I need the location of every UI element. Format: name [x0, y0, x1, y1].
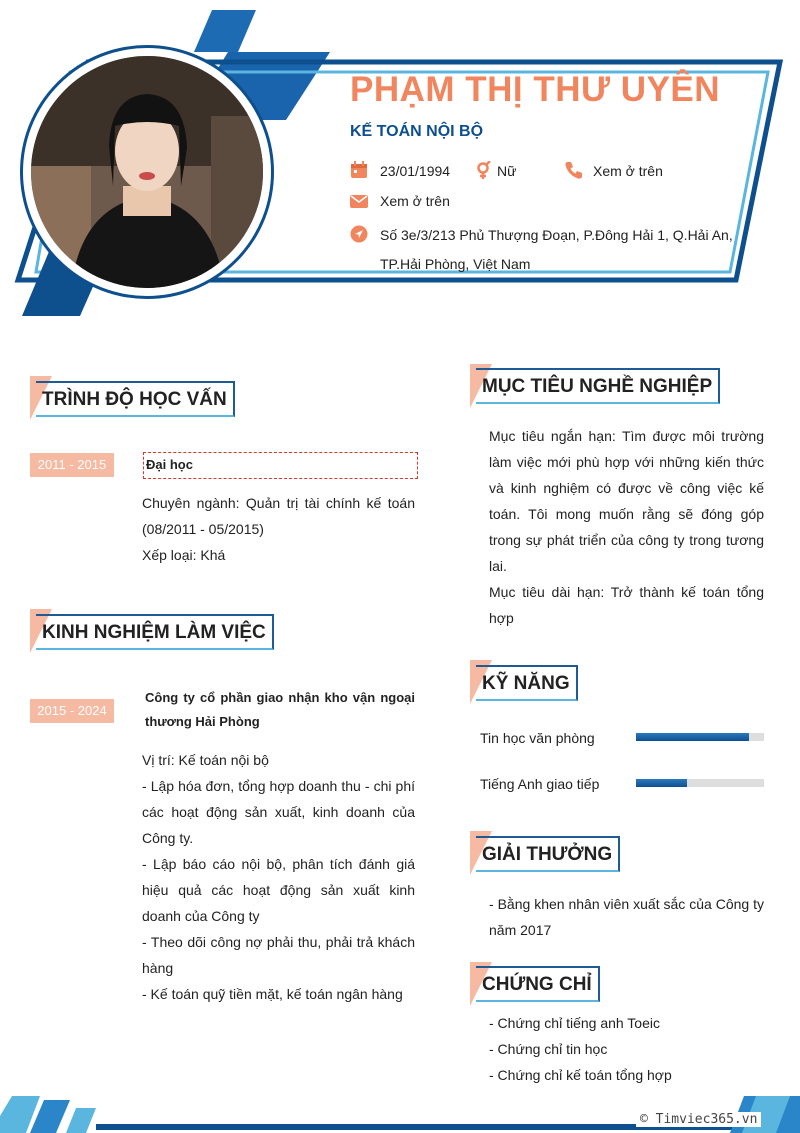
section-title: MỤC TIÊU NGHỀ NGHIỆP: [482, 376, 713, 397]
location-icon: [350, 225, 368, 243]
section-awards-heading: [476, 836, 620, 872]
certificate-item: - Chứng chỉ tin học: [489, 1041, 608, 1057]
education-detail-1: Chuyên ngành: Quản trị tài chính kế toán (08/2011 - 05/2015): [142, 495, 415, 537]
skill-bar-fill: [636, 779, 687, 787]
certificate-list: [489, 1010, 764, 1088]
experience-line: - Theo dõi công nợ phải thu, phải trả khách hàng: [142, 934, 415, 976]
section-title: TRÌNH ĐỘ HỌC VẤN: [42, 389, 227, 410]
education-years: 2011 - 2015: [30, 453, 114, 477]
job-position: KẾ TOÁN NỘI BỘ: [350, 123, 484, 140]
certificate-item: - Chứng chỉ kế toán tổng hợp: [489, 1067, 672, 1083]
education-school: Đại học: [143, 452, 418, 479]
address-line-2: TP.Hải Phòng, Việt Nam: [380, 256, 531, 272]
experience-line: Vị trí: Kế toán nội bộ: [142, 752, 269, 768]
section-experience-heading: [36, 614, 274, 650]
skill-bar: [636, 779, 764, 787]
birthday: 23/01/1994: [380, 163, 451, 179]
gender: Nữ: [497, 163, 517, 179]
section-certificates-heading: [476, 966, 600, 1002]
watermark: © Timviec365.vn: [636, 1112, 761, 1127]
address-line-1: Số 3e/3/213 Phủ Thượng Đoạn, P.Đông Hải 1, Q.Hải An,: [380, 227, 733, 243]
skill-bar: [636, 733, 764, 741]
award-item: - Bằng khen nhân viên xuất sắc của Công ty năm 2017: [489, 896, 764, 938]
section-title: KINH NGHIỆM LÀM VIỆC: [42, 622, 266, 643]
objective-short: Mục tiêu ngắn hạn: Tìm được môi trường làm việc mới phù hợp với những kiến thức và kinh nghiệm có được về công việc kế toán. Tôi mong muốn rằng sẽ đóng góp trong sự phát triển của công ty trong tương lai.: [489, 428, 764, 574]
section-education-heading: [36, 381, 235, 417]
certificate-item: - Chứng chỉ tiếng anh Toeic: [489, 1015, 660, 1031]
email: Xem ở trên: [380, 193, 450, 209]
phone-icon: [564, 160, 584, 180]
phone: Xem ở trên: [593, 163, 663, 179]
section-title: CHỨNG CHỈ: [482, 974, 592, 995]
skill-name: Tin học văn phòng: [480, 730, 595, 746]
candidate-name: PHẠM THỊ THƯ UYÊN: [350, 70, 721, 109]
experience-line: - Lập hóa đơn, tổng hợp doanh thu - chi phí các hoạt động sản xuất, kinh doanh của Công ty.: [142, 778, 415, 846]
skill-name: Tiếng Anh giao tiếp: [480, 776, 600, 792]
experience-line: - Kế toán quỹ tiền mặt, kế toán ngân hàng: [142, 986, 403, 1002]
experience-line: - Lập báo cáo nội bộ, phân tích đánh giá hiệu quả các hoạt động sản xuất kinh doanh của Công ty: [142, 856, 415, 924]
avatar: [31, 56, 263, 288]
education-detail-2: Xếp loại: Khá: [142, 547, 226, 563]
section-title: KỸ NĂNG: [482, 673, 570, 694]
experience-years: 2015 - 2024: [30, 699, 114, 723]
mail-icon: [350, 192, 368, 210]
experience-company: Công ty cổ phần giao nhận kho vận ngoại thương Hải Phòng: [145, 690, 415, 729]
experience-details: [142, 747, 415, 1007]
section-title: GIẢI THƯỞNG: [482, 844, 613, 865]
calendar-icon: [350, 161, 368, 179]
section-objective-heading: [476, 368, 720, 404]
gender-icon: [474, 161, 492, 179]
objective-long: Mục tiêu dài hạn: Trở thành kế toán tổng hợp: [489, 584, 764, 626]
section-skills-heading: [476, 665, 578, 701]
skill-bar-fill: [636, 733, 749, 741]
